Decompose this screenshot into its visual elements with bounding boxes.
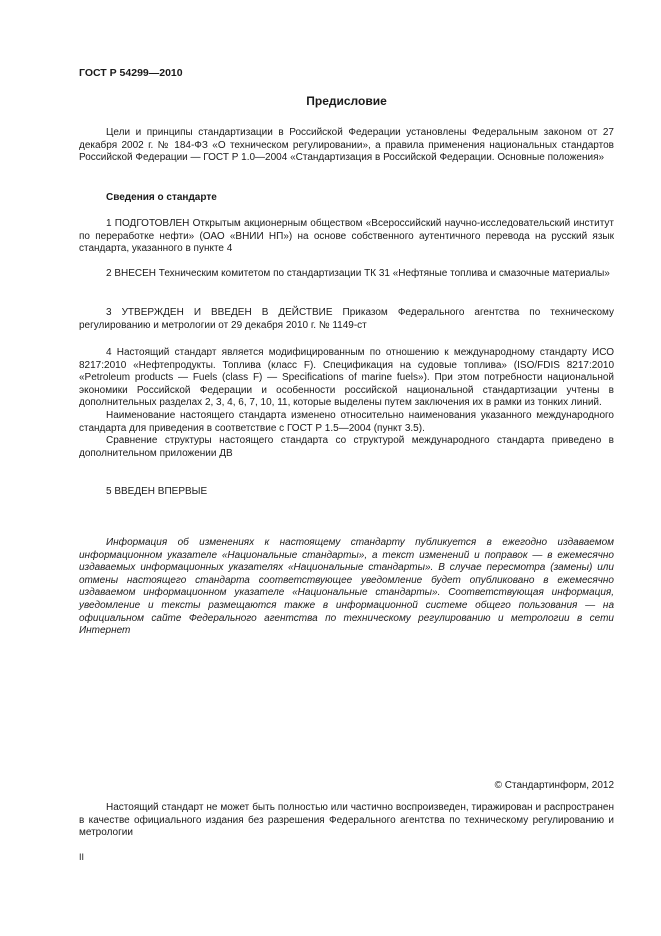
page-title: Предисловие (306, 94, 387, 108)
item-2: 2 ВНЕСЕН Техническим комитетом по стандартизации ТК 31 «Нефтяные топлива и смазочные материалы» (106, 268, 610, 279)
item-4-paragraph: Наименование настоящего стандарта изменено относительно наименования указанного международного стандарта для приведения в соответствие с ГОСТ Р 1.5—2004 (пункт 3.5). (79, 409, 614, 434)
item-5-block (79, 486, 614, 499)
item-3: 3 УТВЕРЖДЕН И ВВЕДЕН В ДЕЙСТВИЕ Приказом Федерального агентства по техническому регулированию и метрологии от 29 декабря 2010 г. № 1149-ст (79, 307, 614, 331)
item-1-block (79, 218, 614, 256)
notice-block (79, 537, 614, 638)
item-4-block (79, 347, 614, 460)
intro-paragraph: Цели и принципы стандартизации в Российской Федерации установлены Федеральным законом от 27 декабря 2002 г. № 184-ФЗ «О техническом регулировании», а правила применения национальных стандартов Российской Федерации — ГОСТ Р 1.0—2004 «Стандартизация в Российской Федерации. Основные положения» (79, 127, 614, 164)
item-3-block (79, 307, 614, 332)
section-heading-block (79, 192, 614, 205)
notice-paragraph: Информация об изменениях к настоящему стандарту публикуется в ежегодно издаваемом информационном указателе «Национальные стандарты», а текст изменений и поправок — в ежемесячно издаваемых информационных указателях «Национальные стандарты». В случае пересмотра (замены) или отмены настоящего стандарта соответствующее уведомление будет опубликовано в ежемесячно издаваемом информационном указателе «Национальные стандарты». Соответствующая информация, уведомление и тексты размещаются также в информационной системе общего пользования — на официальном сайте Федерального агентства по техническому регулированию и метрологии в сети Интернет (79, 537, 614, 637)
page-number: II (79, 852, 85, 862)
copyright-line: © Стандартинформ, 2012 (494, 780, 614, 791)
item-4-paragraph: Сравнение структуры настоящего стандарта со структурой международного стандарта приведено в дополнительном приложении ДВ (79, 435, 614, 459)
item-5: 5 ВВЕДЕН ВПЕРВЫЕ (106, 486, 208, 497)
reproduction-notice: Настоящий стандарт не может быть полностью или частично воспроизведен, тиражирован и распространен в качестве официального издания без разрешения Федерального агентства по техническому регулированию и метрологии (79, 802, 614, 839)
item-2-block (79, 268, 614, 281)
item-4-paragraph: 4 Настоящий стандарт является модифицированным по отношению к международному стандарту ИСО 8217:2010 «Нефтепродукты. Топлива (класс F). Спецификация на судовые топлива» (ISO/FDIS 8217:2010 «Petroleum products — Fuels (class F) — Specifications of marine fuels»). При этом потребности национальной экономики Российской Федерации и особенности российской национальной стандартизации учтены в дополнительных разделах 2, 3, 4, 6, 7, 10, 11, которые выделены путем заключения их в рамки из тонких линий. (79, 347, 614, 409)
standard-number: ГОСТ Р 54299—2010 (79, 67, 183, 79)
intro-block (79, 127, 614, 165)
reproduction-block (79, 802, 614, 840)
item-1: 1 ПОДГОТОВЛЕН Открытым акционерным обществом «Всероссийский научно-исследовательский институт по переработке нефти» (ОАО «ВНИИ НП») на основе собственного аутентичного перевода на русский язык стандарта, указанного в пункте 4 (79, 218, 614, 255)
section-heading: Сведения о стандарте (106, 192, 217, 203)
